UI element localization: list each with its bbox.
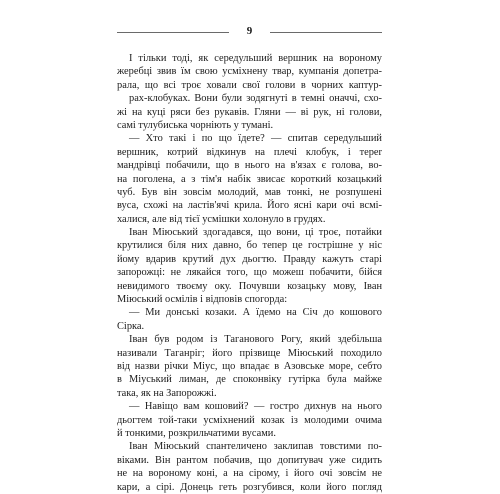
- text-line: не на вороному коні, а на сірому, і його очі зовсім не: [117, 468, 382, 480]
- text-line: самі тулубиська чорніють у тумані.: [117, 119, 274, 131]
- text-line: віками. Він рантом побачив, що допитувач уже сидить: [117, 454, 382, 466]
- text-line: від назви річки Міус, що впадає в Азовське море, себто: [117, 360, 382, 372]
- text-line: кари, а сірі. Донець геть розгубився, коли його погляд: [117, 481, 382, 493]
- text-line: йому вдарив крутий дух дьогтю. Правду кажуть старі: [117, 253, 382, 265]
- text-line: невидимого твоєму оку. Почувши козацьку мову, Іван: [117, 280, 382, 292]
- text-line: Іван був родом із Таганового Рогу, який здебільша: [129, 334, 382, 346]
- text-line: Іван Міюський спантеличено заклипав товстими по-: [129, 441, 382, 453]
- text-line: в Міуський лиман, де споконвіку гутірка була майже: [117, 374, 382, 386]
- text-line: жеребці звив їм свою усміхнену твар, кумпанія допетра-: [117, 66, 382, 78]
- text-line: така, як на Запорожжі.: [117, 387, 217, 399]
- page-number: 9: [246, 25, 253, 37]
- text-line: називали Таганріг; його прізвище Міюський походило: [117, 347, 382, 359]
- text-line: на поголена, а з тім'я набік звисає короткий козацький: [117, 173, 382, 185]
- text-line: мандрівці побачили, що в нього на в'язах є голова, во-: [117, 160, 382, 172]
- text-line: — Ми донські козаки. А їдемо на Січ до кошового: [129, 307, 382, 319]
- text-line: дьогтем той-таки усміхнений козак із молодими очима: [117, 414, 382, 426]
- text-line: й тонкими, розкрильчатими вусами.: [117, 427, 276, 439]
- text-line: Іван Міюський здогадався, що вони, ці троє, потайки: [129, 227, 382, 239]
- text-line: — Хто такі і по що їдете? — спитав середульший: [129, 133, 382, 145]
- header-rule-right: [270, 32, 382, 33]
- running-header: [117, 24, 382, 40]
- text-line: вершник, котрий відкинув на плечі клобук, і теper: [117, 146, 382, 158]
- text-line: крутилися біля них давно, бо тепер це гострішне у ніс: [117, 240, 382, 252]
- text-line: халися, але від тієї усмішки холонуло в грудях.: [117, 213, 326, 225]
- text-line: рах-клобуках. Вони були зодягнуті в темні оначчі, схо-: [129, 93, 382, 105]
- text-line: І тільки тоді, як середульший вершник на вороному: [129, 53, 382, 64]
- text-line: Міюський осмілів і відповів спогорда:: [117, 294, 288, 306]
- text-line: рала, що всі троє ховали свої голови в чорних каптур-: [117, 79, 382, 91]
- header-rule-left: [117, 32, 229, 33]
- text-line: Сірка.: [117, 320, 145, 332]
- text-line: жі на куці ряси без рукавів. Гляни — ві рук, ні голови,: [117, 106, 382, 118]
- body-text: [117, 52, 382, 494]
- text-line: вуса, схожі на ластів'ячі крила. Його ясні кари очі всмі-: [117, 200, 382, 212]
- text-line: чуб. Був він зовсім молодий, мав тонкі, не розпушені: [117, 186, 382, 198]
- text-line: — Навіщо вам кошовий? — гостро дихнув на нього: [129, 401, 382, 413]
- text-line: запорожці: не лякайся того, що можеш побачити, бійся: [117, 267, 382, 279]
